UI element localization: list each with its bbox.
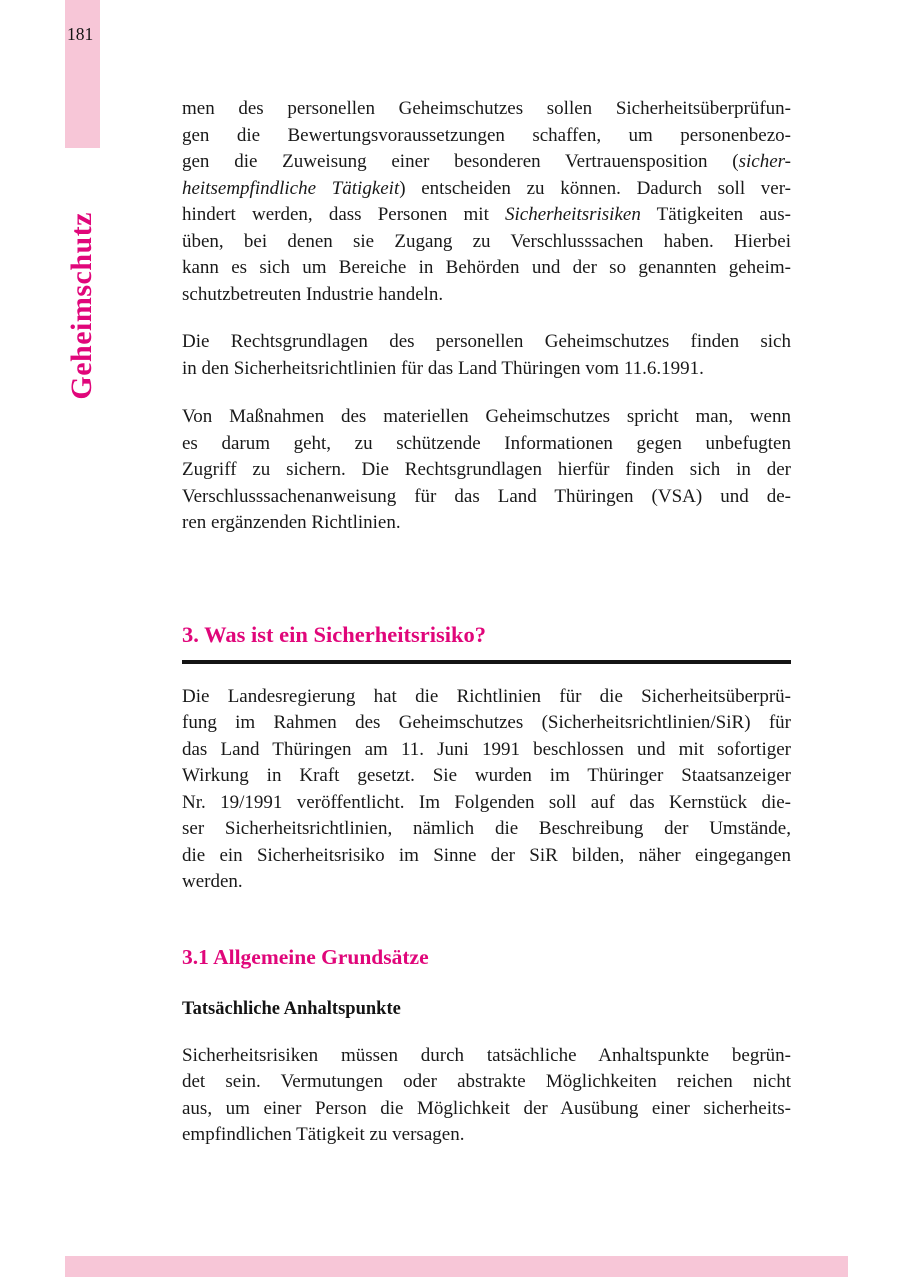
text-segment: det sein. Vermutungen oder abstrakte Möglichkeiten reichen nicht: [182, 1071, 791, 1092]
text-line: [182, 457, 791, 484]
text-segment: es darum geht, zu schützende Informationen gegen unbefugten: [182, 432, 791, 454]
text-line: [182, 484, 791, 511]
paragraph-heading: Tatsächliche Anhaltspunkte: [182, 998, 401, 1019]
footer-accent-bar: [65, 1256, 848, 1277]
italic-text-segment: Sicherheitsrisiken: [505, 204, 641, 225]
text-segment: Verschlusssachenanweisung für das Land Thüringen (VSA) und de-: [182, 485, 791, 507]
text-line: [182, 1096, 791, 1123]
text-line: [182, 255, 791, 282]
text-line: [182, 404, 791, 431]
text-line: [182, 1122, 791, 1149]
text-line: [182, 176, 791, 203]
text-segment: Nr. 19/1991 veröffentlicht. Im Folgenden soll auf das Kernstück die-: [182, 791, 791, 813]
text-line: [182, 149, 791, 176]
paragraph: [182, 1043, 791, 1149]
text-line: [182, 737, 791, 764]
italic-text-segment: heitsempfindliche Tätigkeit: [182, 177, 400, 199]
text-segment: Die Landesregierung hat die Richtlinien für die Sicherheitsüberprü-: [182, 685, 791, 707]
text-segment: schutzbetreuten Industrie handeln.: [182, 283, 444, 305]
subsection-heading: 3.1 Allgemeine Grundsätze: [182, 944, 429, 969]
text-line: [182, 229, 791, 256]
text-line: [182, 356, 791, 383]
text-segment: die ein Sicherheitsrisiko im Sinne der SiR bilden, näher eingegangen: [182, 844, 791, 866]
text-line: [182, 202, 791, 229]
text-segment: men des personellen Geheimschutzes sollen Sicherheitsüberprüfun-: [182, 98, 791, 119]
text-segment: aus, um einer Person die Möglichkeit der Ausübung einer sicherheits-: [182, 1097, 791, 1119]
sidebar-chapter-label: [60, 183, 104, 429]
text-line: [182, 790, 791, 817]
text-line: [182, 816, 791, 843]
text-line: [182, 123, 791, 150]
text-segment: Wirkung in Kraft gesetzt. Sie wurden im Thüringer Staatsanzeiger: [182, 765, 791, 786]
text-segment: kann es sich um Bereiche in Behörden und der so genannten geheim-: [182, 257, 791, 278]
heading-rule: [182, 660, 791, 664]
text-segment: Sicherheitsrisiken müssen durch tatsächliche Anhaltspunkte begrün-: [182, 1044, 791, 1066]
text-line: [182, 431, 791, 458]
text-segment: ren ergänzenden Richtlinien.: [182, 512, 401, 533]
text-line: [182, 843, 791, 870]
paragraph: [182, 684, 791, 896]
text-segment: werden.: [182, 871, 243, 892]
text-segment: gen die Zuweisung einer besonderen Vertrauensposition (: [182, 151, 739, 172]
text-segment: Die Rechtsgrundlagen des personellen Geheimschutzes finden sich: [182, 331, 791, 352]
text-line: [182, 510, 791, 537]
text-segment: in den Sicherheitsrichtlinien für das Land Thüringen vom 11.6.1991.: [182, 357, 704, 379]
text-segment: hindert werden, dass Personen mit: [182, 204, 506, 225]
text-segment: Von Maßnahmen des materiellen Geheimschutzes spricht man, wenn: [182, 406, 791, 427]
text-line: [182, 1069, 791, 1096]
text-segment: fung im Rahmen des Geheimschutzes (Sicherheitsrichtlinien/SiR) für: [182, 712, 791, 733]
paragraph: [182, 329, 791, 382]
text-line: [182, 329, 791, 356]
text-segment: ser Sicherheitsrichtlinien, nämlich die Beschreibung der Umstände,: [182, 818, 791, 839]
text-line: [182, 1043, 791, 1070]
text-line: [182, 763, 791, 790]
text-line: [182, 710, 791, 737]
text-segment: empfindlichen Tätigkeit zu versagen.: [182, 1124, 465, 1145]
text-segment: gen die Bewertungsvoraussetzungen schaffen, um personenbezo-: [182, 124, 791, 146]
paragraph: [182, 96, 791, 308]
section-heading: 3. Was ist ein Sicherheitsrisiko?: [182, 621, 486, 647]
text-segment: Zugriff zu sichern. Die Rechtsgrundlagen hierfür finden sich in der: [182, 459, 791, 480]
text-line: [182, 684, 791, 711]
text-segment: üben, bei denen sie Zugang zu Verschlusssachen haben. Hierbei: [182, 230, 791, 252]
text-line: [182, 869, 791, 896]
sidebar-accent-bar: [65, 0, 100, 148]
sidebar-chapter-label-text: Geheimschutz: [65, 212, 98, 400]
text-segment: das Land Thüringen am 11. Juni 1991 beschlossen und mit sofortiger: [182, 738, 791, 760]
page-number: 181: [67, 24, 94, 44]
text-line: [182, 96, 791, 123]
text-line: [182, 282, 791, 309]
main-text-column: [182, 0, 791, 1149]
paragraph: [182, 404, 791, 537]
text-segment: Tätigkeiten aus-: [640, 204, 791, 225]
text-segment: ) entscheiden zu können. Dadurch soll ver-: [399, 177, 791, 199]
italic-text-segment: sicher-: [738, 151, 791, 172]
